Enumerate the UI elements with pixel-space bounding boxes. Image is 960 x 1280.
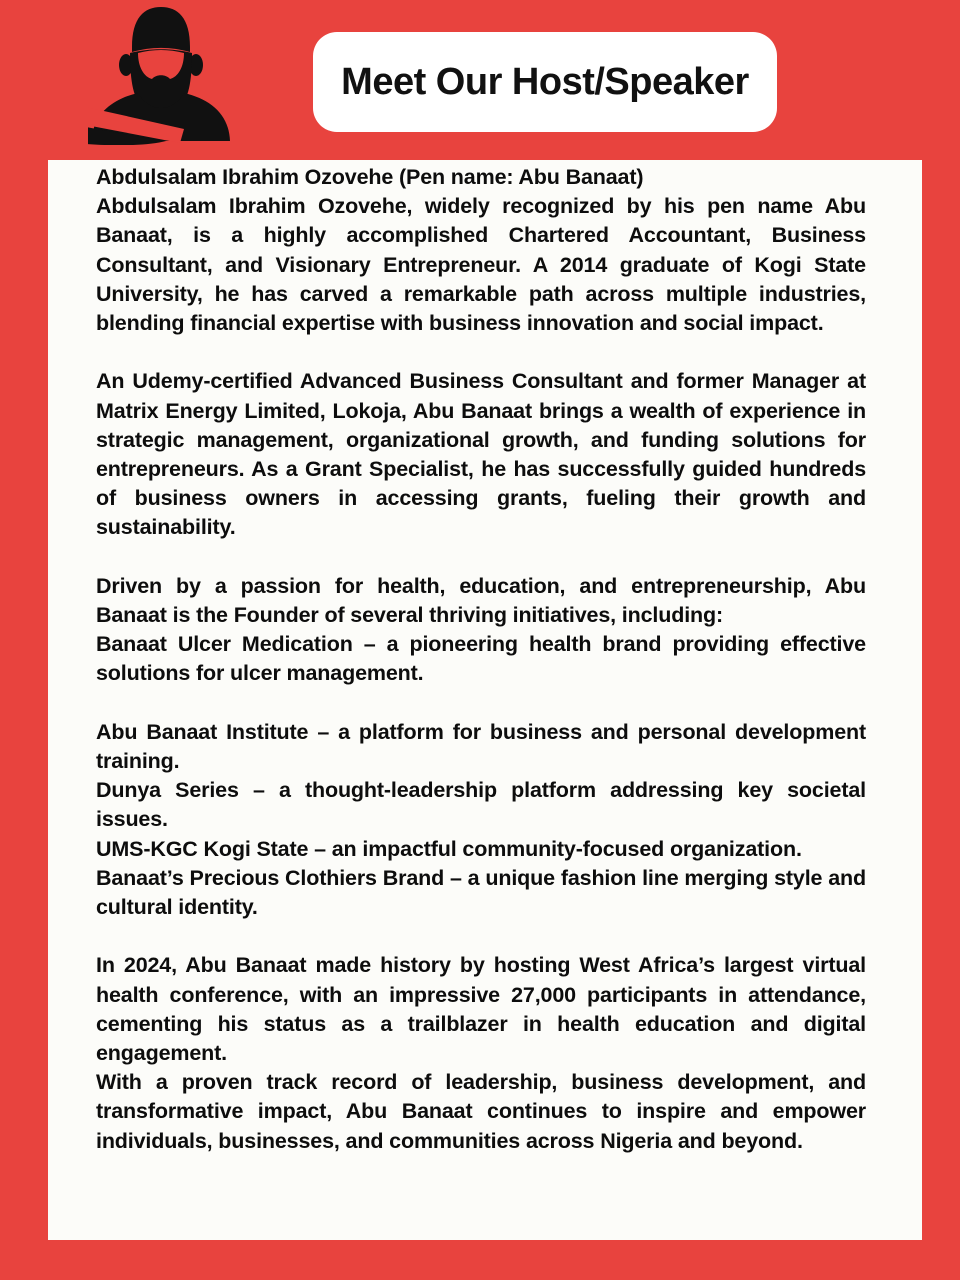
bio-paragraph-closing: With a proven track record of leadership, business development, and transformative impact, Abu Banaat continues to inspire and empower individuals, businesses, and communities across Nigeria and beyond.	[96, 1070, 866, 1153]
bio-item-institute: Abu Banaat Institute – a platform for business and personal development training.	[96, 719, 866, 774]
bearded-man-avatar-icon	[88, 3, 234, 145]
title-banner	[313, 32, 777, 132]
bio-item-dunya-series: Dunya Series – a thought-leadership platform addressing key societal issues.	[96, 778, 866, 832]
bio-item-ulcer-medication: Banaat Ulcer Medication – a pioneering health brand providing effective solutions for ulcer management.	[96, 632, 866, 686]
bio-paragraph-intro: Abdulsalam Ibrahim Ozovehe, widely recognized by his pen name Abu Banaat, is a highly accomplished Chartered Accountant, Business Consultant, and Visionary Entrepreneur. A 2014 graduate of Kogi State University, he has carved a remarkable path across multiple industries, blending financial expertise with business innovation and social impact.	[96, 194, 866, 336]
bio-paragraph-conference: In 2024, Abu Banaat made history by hosting West Africa’s largest virtual health conference, with an impressive 27,000 participants in attendance, cementing his status as a trailblazer in health education and digital engagement.	[96, 953, 866, 1066]
page-title: Meet Our Host/Speaker	[341, 60, 749, 103]
bio-card	[48, 160, 922, 1240]
bio-paragraph-initiatives-lead: Driven by a passion for health, education, and entrepreneurship, Abu Banaat is the Founder of several thriving initiatives, including:	[96, 573, 866, 628]
bio-paragraph-experience: An Udemy-certified Advanced Business Consultant and former Manager at Matrix Energy Limited, Lokoja, Abu Banaat brings a wealth of experience in strategic management, organizational growth, and funding solutions for entrepreneurs. As a Grant Specialist, he has successfully guided hundreds of business owners in accessing grants, fueling their growth and sustainability.	[96, 369, 866, 540]
bio-item-clothiers-brand: Banaat’s Precious Clothiers Brand – a unique fashion line merging style and cultural identity.	[96, 865, 866, 920]
cap-shape	[132, 7, 190, 52]
speaker-name-heading: Abdulsalam Ibrahim Ozovehe (Pen name: Abu Banaat)	[96, 165, 644, 189]
bio-item-ums-kgc: UMS-KGC Kogi State – an impactful community-focused organization.	[96, 836, 802, 861]
